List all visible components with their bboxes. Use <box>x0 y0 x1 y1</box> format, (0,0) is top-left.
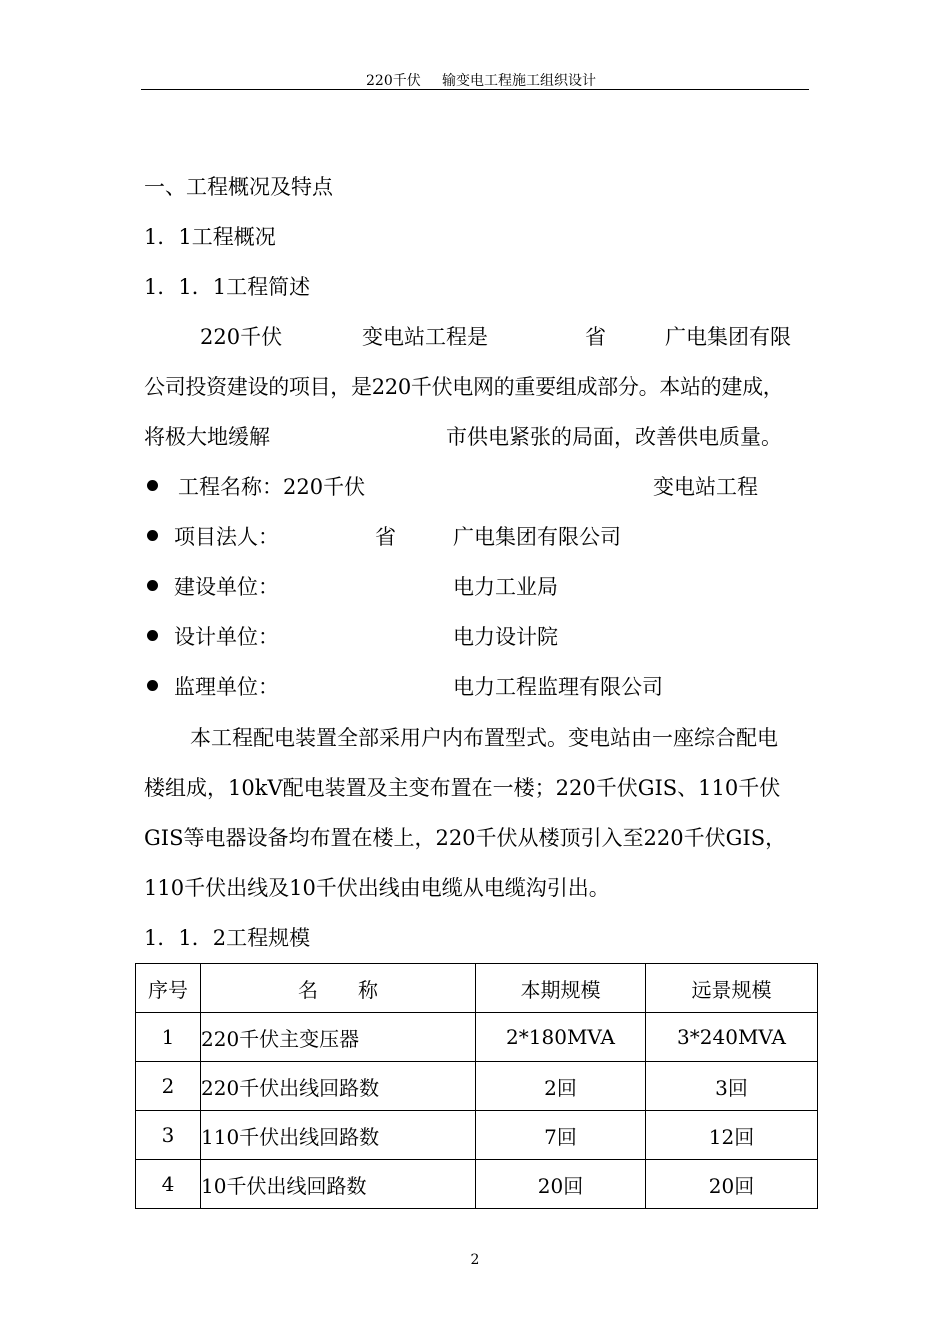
bullet-label: 工程名称：220千伏 <box>178 475 366 499</box>
table-cell: 2回 <box>476 1062 646 1111</box>
bullet-icon <box>147 480 158 491</box>
bullet-label: 设计单位： <box>174 625 279 649</box>
table-cell: 10千伏出线回路数 <box>201 1160 476 1209</box>
table-cell: 1 <box>136 1013 201 1062</box>
table-cell: 20回 <box>646 1160 818 1209</box>
bullet-value: 电力工程监理有限公司 <box>453 675 663 699</box>
section-title: 一、工程概况及特点 <box>144 175 333 199</box>
header-rule <box>141 89 809 90</box>
description-line: GIS等电器设备均布置在楼上，220千伏从楼顶引入至220千伏GIS， <box>144 826 787 850</box>
table-cell: 110千伏出线回路数 <box>201 1111 476 1160</box>
intro-text: 将极大地缓解 <box>144 425 270 449</box>
table-cell: 12回 <box>646 1111 818 1160</box>
table-header-cell: 远景规模 <box>646 964 818 1013</box>
bullet-label: 建设单位： <box>174 575 279 599</box>
table-cell: 3回 <box>646 1062 818 1111</box>
bullet-icon <box>147 530 158 541</box>
table-header-row <box>136 964 818 1013</box>
table-cell: 2*180MVA <box>476 1013 646 1062</box>
intro-text: 公司投资建设的项目，是220千伏电网的重要组成部分。本站的建成， <box>144 375 784 399</box>
subsection-1-1-2: 1．1．2工程规模 <box>144 926 311 950</box>
description-line: 110千伏出线及10千伏出线由电缆从电缆沟引出。 <box>144 876 610 900</box>
table-row <box>136 1013 818 1062</box>
intro-text: 广电集团有限 <box>665 325 791 349</box>
page-number: 2 <box>470 1252 480 1268</box>
table-cell: 3 <box>136 1111 201 1160</box>
table-cell: 20回 <box>476 1160 646 1209</box>
table-row <box>136 1111 818 1160</box>
table-cell: 220千伏出线回路数 <box>201 1062 476 1111</box>
bullet-label: 监理单位： <box>174 675 279 699</box>
bullet-icon <box>147 680 158 691</box>
subsection-1-1-1: 1．1．1工程简述 <box>144 275 311 299</box>
table-cell: 3*240MVA <box>646 1013 818 1062</box>
table-header-cell: 序号 <box>136 964 201 1013</box>
intro-text: 变电站工程是 <box>362 325 488 349</box>
bullet-value: 广电集团有限公司 <box>453 525 621 549</box>
subsection-1-1: 1．1工程概况 <box>144 225 276 249</box>
header-right: 输变电工程施工组织设计 <box>442 73 596 89</box>
intro-text: 省 <box>585 325 606 349</box>
bullet-mid: 省 <box>375 525 396 549</box>
scale-table <box>135 963 818 1209</box>
bullet-label: 项目法人： <box>174 525 279 549</box>
table-row <box>136 1160 818 1209</box>
table-header-cell: 本期规模 <box>476 964 646 1013</box>
bullet-value: 电力工业局 <box>453 575 558 599</box>
header-left: 220千伏 <box>366 73 421 89</box>
bullet-value: 变电站工程 <box>653 475 758 499</box>
table-cell: 2 <box>136 1062 201 1111</box>
description-line: 本工程配电装置全部采用户内布置型式。变电站由一座综合配电 <box>190 726 778 750</box>
table-row <box>136 1062 818 1111</box>
bullet-icon <box>147 630 158 641</box>
table-header-cell: 名 称 <box>201 964 476 1013</box>
intro-text: 市供电紧张的局面，改善供电质量。 <box>446 425 782 449</box>
description-line: 楼组成，10kV配电装置及主变布置在一楼；220千伏GIS、110千伏 <box>144 776 781 800</box>
intro-text: 220千伏 <box>200 325 283 349</box>
table-cell: 7回 <box>476 1111 646 1160</box>
table-cell: 220千伏主变压器 <box>201 1013 476 1062</box>
bullet-value: 电力设计院 <box>453 625 558 649</box>
table-cell: 4 <box>136 1160 201 1209</box>
bullet-icon <box>147 580 158 591</box>
